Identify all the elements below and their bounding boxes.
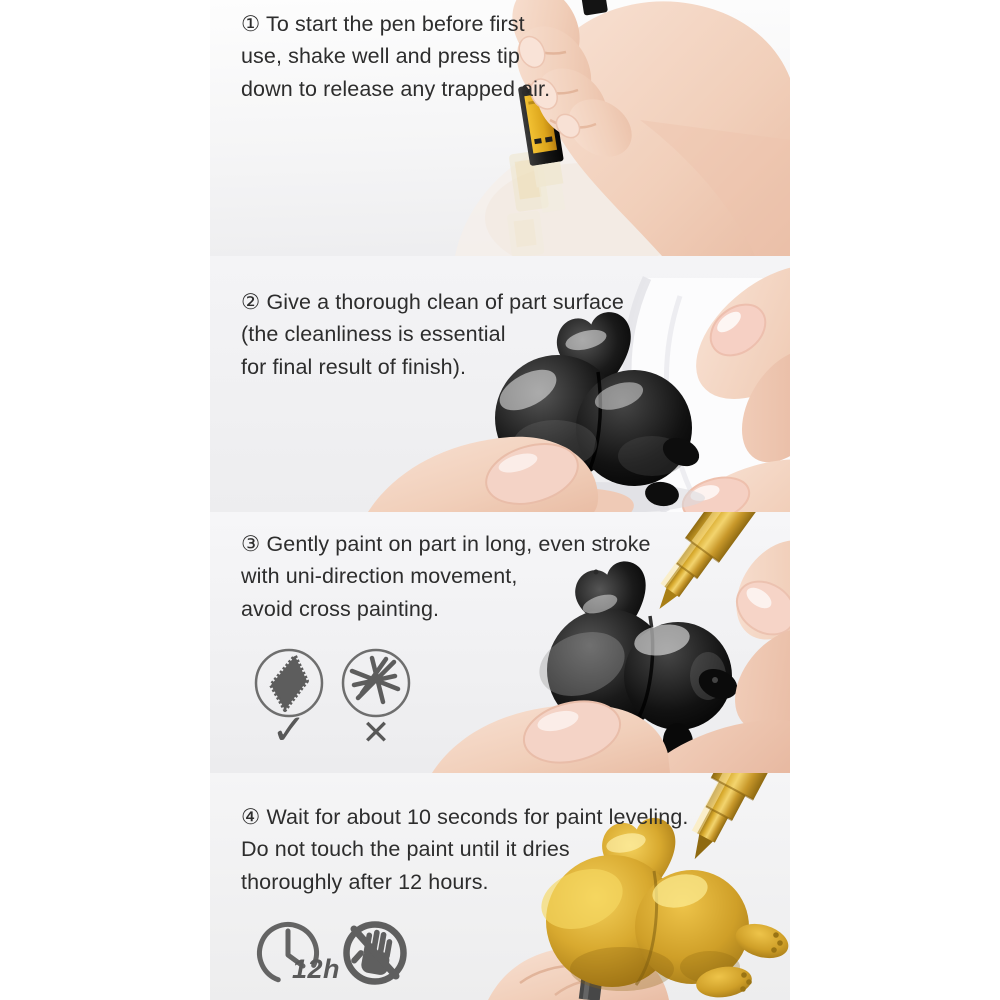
step-text-line: ② Give a thorough clean of part surface (241, 290, 624, 314)
step-2-text (241, 286, 624, 383)
do-not-touch-hand-icon (335, 913, 415, 993)
step-text-line: avoid cross painting. (241, 596, 440, 621)
step-text-line: down to release any trapped air. (241, 76, 551, 101)
fingers-holding-pen (715, 524, 790, 751)
step-text-line: Do not touch the paint until it dries (241, 837, 570, 862)
step-3-text (241, 528, 651, 625)
step-1-text (241, 8, 550, 105)
step-text-line: ① To start the pen before first (241, 12, 525, 36)
step-text-line: use, shake well and press tip (241, 44, 520, 69)
step-4-text (241, 801, 688, 898)
step-text-line: ④ Wait for about 10 seconds for paint leveling. (241, 805, 689, 829)
cross-painting-forbidden-icon (338, 645, 414, 721)
step-text-line: for final result of finish). (241, 354, 467, 379)
step-4-panel (210, 773, 790, 1000)
step-2-panel (210, 256, 790, 512)
step-3-panel (210, 512, 790, 773)
x-mark: ✕ (361, 714, 391, 752)
gold-paint-pen (674, 773, 790, 870)
step-text-line: (the cleanliness is essential (241, 322, 506, 347)
step-text-line: with uni-direction movement, (241, 564, 518, 589)
duration-label: 12h (292, 954, 341, 984)
check-mark: ✓ (271, 706, 307, 753)
step-text-line: thoroughly after 12 hours. (241, 869, 489, 894)
step-1-panel (210, 0, 790, 256)
step-text-line: ③ Gently paint on part in long, even stroke (241, 532, 651, 556)
content-column (210, 0, 790, 1000)
